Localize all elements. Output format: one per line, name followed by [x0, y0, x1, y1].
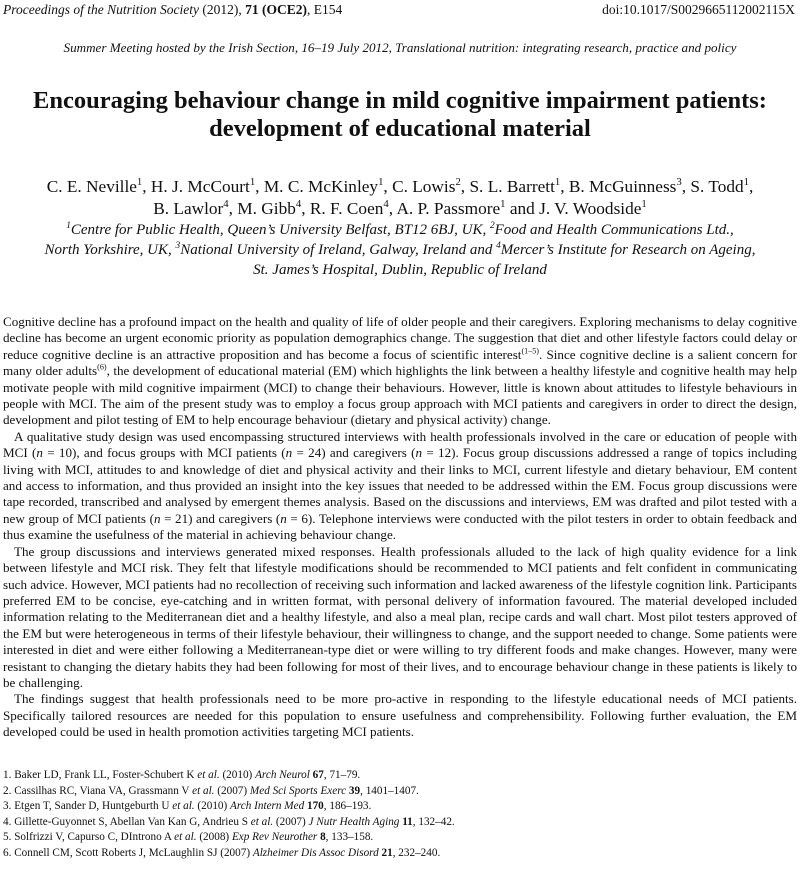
author: H. J. McCourt$^1$, — [150, 176, 264, 196]
reference-list — [3, 768, 797, 862]
paragraph-results: The group discussions and interviews generated mixed responses. Health professionals alluded to the lack of high quality evidence for a link between lifestyle and MCI risk. They felt that lifestyle modifications should be recommended to MCI patients and felt confident in communicating such advice. However, MCI patients had no recollection of receiving such information and lacked awareness of the lifestyle cognition link. Participants preferred EM to be concise, eye-catching and in written format, with personal delivery of information favoured. The material developed included information relating to the Mediterranean diet and a healthy lifestyle, and also a meal plan, recipe cards and wall chart. Most pilot testers approved of the EM but were heterogeneous in terms of their lifestyle behaviour, their willingness to change, and the support needed to change. Some patients were interested in diet and were either following a Mediterranean-type diet or were willing to try different foods and make changes. However, many were resistant to changing the dietary habits they had been following for most of their lives, and to encourage behaviour change in these patients is likely to be challenging. — [3, 543, 797, 690]
journal-volume: 71 — [245, 2, 259, 17]
reference-item: 5. Solfrizzi V, Capurso C, DIntrono A et al. (2008) Exp Rev Neurother 8, 133–158. — [3, 831, 374, 844]
journal-issue: (OCE2) — [261, 2, 307, 17]
author: C. Lowis$^2$, — [392, 176, 470, 196]
journal-year: (2012), — [202, 2, 242, 17]
author-list — [0, 176, 800, 220]
citation: (6) — [97, 362, 107, 372]
author: M. C. McKinley$^1$, — [263, 176, 393, 196]
author: S. Todd$^1$, — [690, 176, 754, 196]
doi: doi:10.1017/S0029665112002115X — [602, 2, 795, 17]
running-header — [3, 1, 795, 19]
article-title — [10, 87, 790, 143]
paragraph-methods: A qualitative study design was used encompassing structured interviews with health professionals involved in the care or education of people with MCI (n = 10), and focus groups with MCI patients (n = 24) and caregivers (n = 12). Focus group discussions addressed a range of topics including living with MCI, attitudes to and knowledge of diet and physical activity and their links to MCI, current lifestyle and dietary behaviour, EM content and access to information, and thus provided an insight into the key issues that needed to be addressed within the EM. Focus group discussions were tape recorded, transcribed and analysed by emergent themes analysis. Based on the discussions and interviews, EM was drafted and pilot tested with a new group of MCI patients (n = 21) and caregivers (n = 6). Telephone interviews were conducted with the pilot testers in order to obtain feedback and thus examine the usefulness of the material in achieving behaviour change. — [3, 428, 797, 543]
author: B. McGuinness$^3$, — [568, 176, 691, 196]
paragraph-conclusion: The findings suggest that health professionals need to be more pro-active in responding to the lifestyle educational needs of MCI patients. Specifically tailored resources are needed for this population to ensure usefulness and comprehensibility. Following further evaluation, the EM developed could be used in health promotion activities targeting MCI patients. — [3, 691, 797, 740]
reference-item: 1. Baker LD, Frank LL, Foster-Schubert K et al. (2010) Arch Neurol 67, 71–79. — [3, 769, 361, 781]
reference-item: 6. Connell CM, Scott Roberts J, McLaughlin SJ (2007) Alzheimer Dis Assoc Disord 21, 232–240. — [3, 846, 441, 859]
citation: (1–5) — [521, 346, 540, 356]
affiliations: $^1$Centre for Public Health, Queen’s University Belfast, BT12 6BJ, UK, $^2$Food and Health Communications Ltd., North Yorkshire, UK, $^3$National University of Ireland, Galway, Ireland and $^4$Mercer’s Institute for Research on Ageing, St. James’s Hospital, Dublin, Republic of Ireland — [44, 221, 756, 278]
author: J. V. Woodside$^1$ — [539, 198, 647, 218]
reference-item: 4. Gillette-Guyonnet S, Abellan Van Kan G, Andrieu S et al. (2007) J Nutr Health Aging 11, 132–42. — [3, 815, 455, 828]
journal-citation — [3, 1, 342, 18]
reference-item: 2. Cassilhas RC, Viana VA, Grassmann V et al. (2007) Med Sci Sports Exerc 39, 1401–1407. — [3, 784, 419, 797]
journal-page: , E154 — [306, 2, 343, 17]
title-line-2: development of educational material — [209, 115, 591, 142]
author: A. P. Passmore$^1$ and — [396, 198, 540, 218]
meeting-line: Summer Meeting hosted by the Irish Section, 16–19 July 2012, Translational nutrition: integrating research, practice and policy — [63, 40, 737, 55]
author: S. L. Barrett$^1$, — [469, 176, 569, 196]
paragraph-introduction: Cognitive decline has a profound impact on the health and quality of life of older people and their caregivers. Exploring mechanisms to delay cognitive decline has become an urgent economic priority as population demographics change. The suggestion that diet and other lifestyle factors could delay or reduce cognitive decline is an attractive proposition and has become a focus of scientific interest$^{(1-5)}$. Since cognitive decline is a salient concern for many older adults$^{(6)}$, the development of educational material (EM) which highlights the link between a healthy lifestyle and cognitive health may help motivate people with mild cognitive impairment (MCI) to change their behaviours. However, little is known about attitudes to lifestyle behaviours in people with MCI. The aim of the present study was to employ a focus group approach with MCI patients and caregivers in order to direct the design, development and pilot testing of EM to help encourage behaviour (dietary and physical activity) change. — [3, 314, 797, 428]
reference-item: 3. Etgen T, Sander D, Huntgeburth U et al. (2010) Arch Intern Med 170, 186–193. — [3, 800, 372, 813]
author: M. Gibb$^4$, — [237, 198, 310, 218]
abstract-body — [3, 314, 797, 741]
author: C. E. Neville$^1$, — [46, 176, 151, 196]
author: R. F. Coen$^4$, — [309, 198, 397, 218]
journal-name: Proceedings of the Nutrition Society — [3, 2, 199, 17]
title-line-1: Encouraging behaviour change in mild cognitive impairment patients: — [33, 87, 767, 114]
author: B. Lawlor$^4$, — [153, 198, 238, 218]
